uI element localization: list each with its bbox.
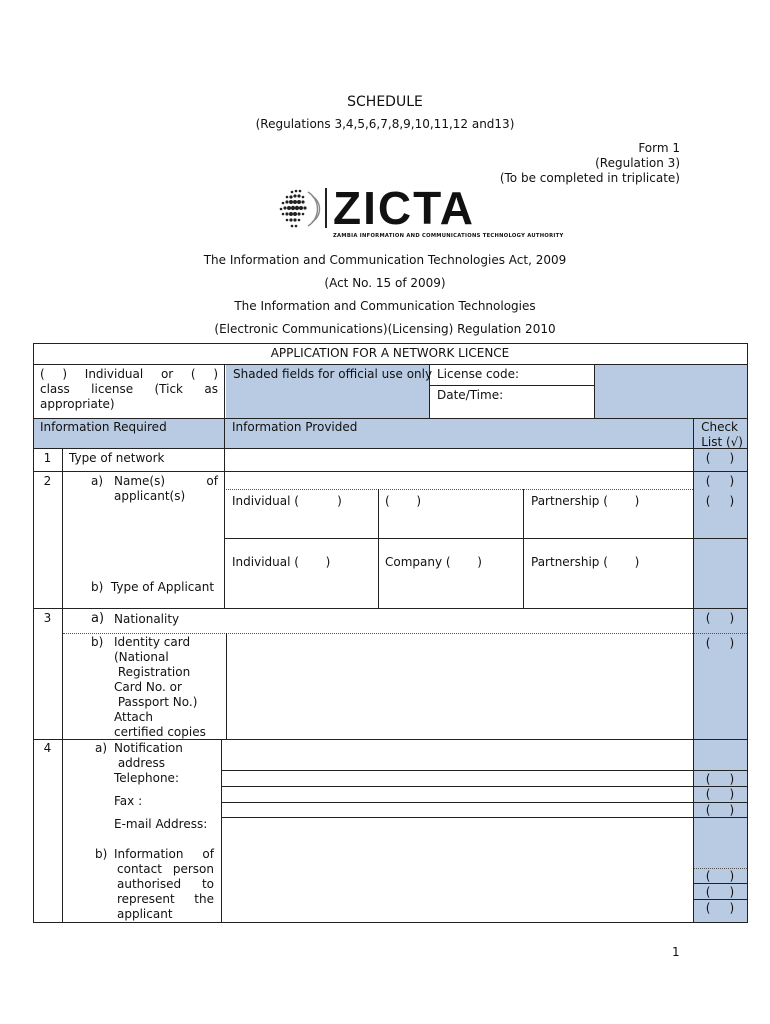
row-4a-letter: a) <box>95 741 108 755</box>
act-number: (Act No. 15 of 2009) <box>324 276 446 290</box>
row-4b-letter: b) <box>95 847 108 861</box>
regulations-line: (Regulations 3,4,5,6,7,8,9,10,11,12 and13) <box>255 117 515 131</box>
column-header-check-list: List (√) <box>701 435 743 449</box>
row-4a-telephone-checkbox[interactable]: ( ) <box>705 772 735 786</box>
row-4-number: 4 <box>43 741 52 755</box>
row-3b-line-6: Attach <box>114 710 153 724</box>
row-4b-line-4: represent the <box>117 892 214 906</box>
row-3b-letter: b) <box>91 635 104 649</box>
schedule-title: SCHEDULE <box>347 94 423 110</box>
triplicate-note: (To be completed in triplicate) <box>499 171 680 185</box>
row-3a-letter: a) <box>91 611 105 626</box>
row-2-number: 2 <box>43 474 52 488</box>
row-3a-label: Nationality <box>114 612 180 626</box>
column-header-provided: Information Provided <box>232 420 358 434</box>
row-4b-line-5: applicant <box>117 907 173 921</box>
row-2a-partnership-option[interactable]: Partnership ( ) <box>531 494 640 508</box>
act-title: The Information and Communication Technologies Act, 2009 <box>203 253 567 267</box>
check-column-shade <box>693 448 747 923</box>
row-2a-letter: a) <box>91 474 104 488</box>
page-number: 1 <box>672 945 680 959</box>
row-2a-individual-option[interactable]: Individual ( ) <box>232 494 342 508</box>
form-number: Form 1 <box>638 141 680 155</box>
row-2a-label-line2: applicant(s) <box>114 489 186 503</box>
row-4a-line-1: Notification <box>114 741 183 755</box>
row-3b-line-7: certified copies <box>114 725 206 739</box>
row-4a-telephone-label: Telephone: <box>114 771 179 785</box>
row-3b-line-3: Registration <box>114 665 191 679</box>
form-title: APPLICATION FOR A NETWORK LICENCE <box>270 346 510 360</box>
official-shade-right <box>594 364 747 418</box>
row-4a-line-2: address <box>114 756 165 770</box>
row-4a-email-label: E-mail Address: <box>114 817 208 831</box>
row-4a-fax-label: Fax : <box>114 794 143 808</box>
row-2b-label: b) Type of Applicant <box>91 580 215 594</box>
row-3b-line-1: Identity card <box>114 635 191 649</box>
regulation-subtitle: (Electronic Communications)(Licensing) Regulation 2010 <box>214 322 556 336</box>
row-4b-line-2: contact person <box>117 862 214 876</box>
row-4b-checkbox-2[interactable]: ( ) <box>705 885 735 899</box>
row-1-number: 1 <box>43 451 52 465</box>
row-3a-checkbox[interactable]: ( ) <box>705 611 735 625</box>
row-3b-line-2: (National <box>114 650 169 664</box>
row-3b-line-4: Card No. or <box>114 680 182 694</box>
row-2a-blank-option[interactable]: ( ) <box>385 494 422 508</box>
column-header-required: Information Required <box>40 420 167 434</box>
row-4b-line-1: Information of <box>114 847 214 861</box>
zicta-logo-wordmark: ZICTA <box>333 182 476 234</box>
licence-type-line2: class license (Tick as <box>40 382 218 396</box>
row-4b-checkbox-1[interactable]: ( ) <box>705 869 735 883</box>
row-1-checkbox[interactable]: ( ) <box>705 451 735 465</box>
regulation-title: The Information and Communication Technologies <box>234 299 536 313</box>
row-2b-individual-option[interactable]: Individual ( ) <box>232 555 331 569</box>
date-time-field: Date/Time: <box>437 388 504 402</box>
row-2a-label-line1: Name(s) of <box>114 474 218 488</box>
logo-divider <box>325 188 327 228</box>
row-4a-email-checkbox[interactable]: ( ) <box>705 803 735 817</box>
row-4b-line-3: authorised to <box>117 877 214 891</box>
row-3b-line-5: Passport No.) <box>114 695 198 709</box>
licence-type-line1: ( ) Individual or ( ) <box>40 367 218 381</box>
row-3b-checkbox[interactable]: ( ) <box>705 636 735 650</box>
row-2a-checkbox[interactable]: ( ) <box>705 474 735 488</box>
row-2a-checkbox-2[interactable]: ( ) <box>705 494 735 508</box>
row-3-number: 3 <box>43 611 52 625</box>
zambia-emblem-icon <box>278 186 322 232</box>
licence-type-line3: appropriate) <box>40 397 115 411</box>
row-4b-checkbox-3[interactable]: ( ) <box>705 901 735 915</box>
official-use-note: Shaded fields for official use only <box>233 367 433 381</box>
column-header-check: Check <box>701 420 738 434</box>
row-1-label: Type of network <box>69 451 165 465</box>
regulation-ref: (Regulation 3) <box>595 156 680 170</box>
zicta-logo-tagline: ZAMBIA INFORMATION AND COMMUNICATIONS TECHNOLOGY AUTHORITY <box>333 233 564 239</box>
row-2b-partnership-option[interactable]: Partnership ( ) <box>531 555 640 569</box>
row-2b-company-option[interactable]: Company ( ) <box>385 555 482 569</box>
row-4a-fax-checkbox[interactable]: ( ) <box>705 787 735 801</box>
license-code-field: License code: <box>437 367 520 381</box>
